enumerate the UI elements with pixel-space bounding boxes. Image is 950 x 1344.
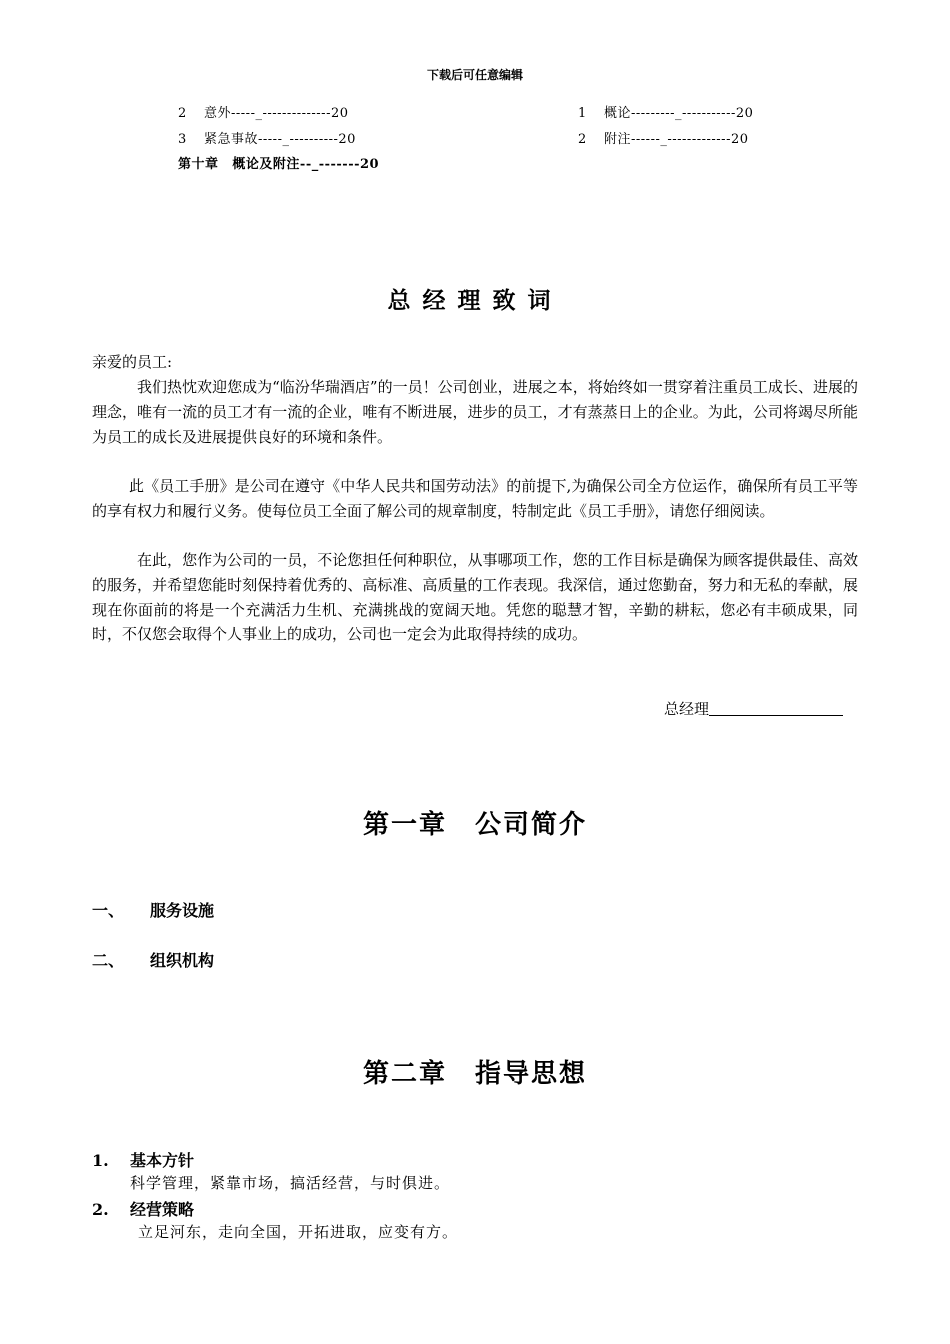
- section-heading: [92, 948, 214, 971]
- toc-entry-text: 意外-----_--------------20: [204, 106, 349, 121]
- letter-paragraph: 在此，您作为公司的一员，不论您担任何种职位，从事哪项工作，您的工作目标是确保为顾客提供最佳、高效的服务，并希望您能时刻保持着优秀的、高标准、高质量的工作表现。我深信，通过您勤奋，努力和无私的奉献，展现在你面前的将是一个充满活力生机、充满挑战的宽阔天地。凭您的聪慧才智，辛勤的耕耘，您必有丰硕成果，同时，不仅您会取得个人事业上的成功，公司也一定会为此取得持续的成功。: [92, 551, 858, 644]
- signature-line: [709, 699, 843, 716]
- toc-entry-number: 3: [178, 132, 187, 147]
- toc-entry-text: 概论---------_-----------20: [604, 106, 754, 121]
- toc-entry: [178, 128, 356, 147]
- item-marker: 2.: [92, 1200, 109, 1219]
- item-heading-text: 经营策略: [130, 1200, 195, 1219]
- toc-entry: [178, 102, 349, 121]
- letter-title: 总经理致词: [387, 287, 563, 314]
- toc-entry: [578, 102, 753, 121]
- item-body: 立足河东，走向全国，开拓进取，应变有方。: [138, 1223, 459, 1241]
- item-heading-text: 基本方针: [130, 1151, 195, 1170]
- item-heading: [92, 1197, 194, 1220]
- signature-label: 总经理: [664, 700, 710, 718]
- header-note: 下载后可任意编辑: [426, 68, 523, 82]
- toc-entry: [578, 128, 749, 147]
- signature-block: [664, 698, 843, 719]
- toc-chapter-text: 概论及附注--_-------20: [232, 157, 380, 172]
- toc-entry-number: 2: [178, 106, 187, 121]
- letter-paragraph: 此《员工手册》是公司在遵守《中华人民共和国劳动法》的前提下,为确保公司全方位运作，确保所有员工平等的享有权力和履行义务。使每位员工全面了解公司的规章制度，特制定此《员工手册》，请您仔细阅读。: [92, 477, 858, 520]
- toc-entry-text: 附注------_-------------20: [604, 132, 749, 147]
- letter-paragraph: 我们热忱欢迎您成为“临汾华瑞酒店”的一员！公司创业，进展之本，将始终如一贯穿着注重员工成长、进展的理念，唯有一流的员工才有一流的企业，唯有不断进展，进步的员工，才有蒸蒸日上的企业。为此，公司将竭尽所能为员工的成长及进展提供良好的环境和条件。: [92, 378, 858, 446]
- section-text: 服务设施: [150, 901, 215, 920]
- item-heading: [92, 1148, 194, 1171]
- toc-chapter-entry: [178, 153, 379, 172]
- item-body: 科学管理，紧靠市场，搞活经营，与时俱进。: [130, 1174, 451, 1192]
- section-heading: [92, 898, 214, 921]
- letter-salutation: 亲爱的员工:: [92, 353, 173, 371]
- toc-entry-number: 2: [578, 132, 587, 147]
- chapter-title: 第一章 公司简介: [362, 810, 587, 840]
- item-marker: 1.: [92, 1151, 109, 1170]
- section-text: 组织机构: [150, 951, 215, 970]
- toc-chapter-label: 第十章: [178, 157, 219, 172]
- section-marker: 一、: [92, 901, 125, 920]
- section-marker: 二、: [92, 951, 125, 970]
- toc-entry-number: 1: [578, 106, 587, 121]
- chapter-title: 第二章 指导思想: [362, 1059, 587, 1089]
- toc-entry-text: 紧急事故-----_----------20: [204, 132, 356, 147]
